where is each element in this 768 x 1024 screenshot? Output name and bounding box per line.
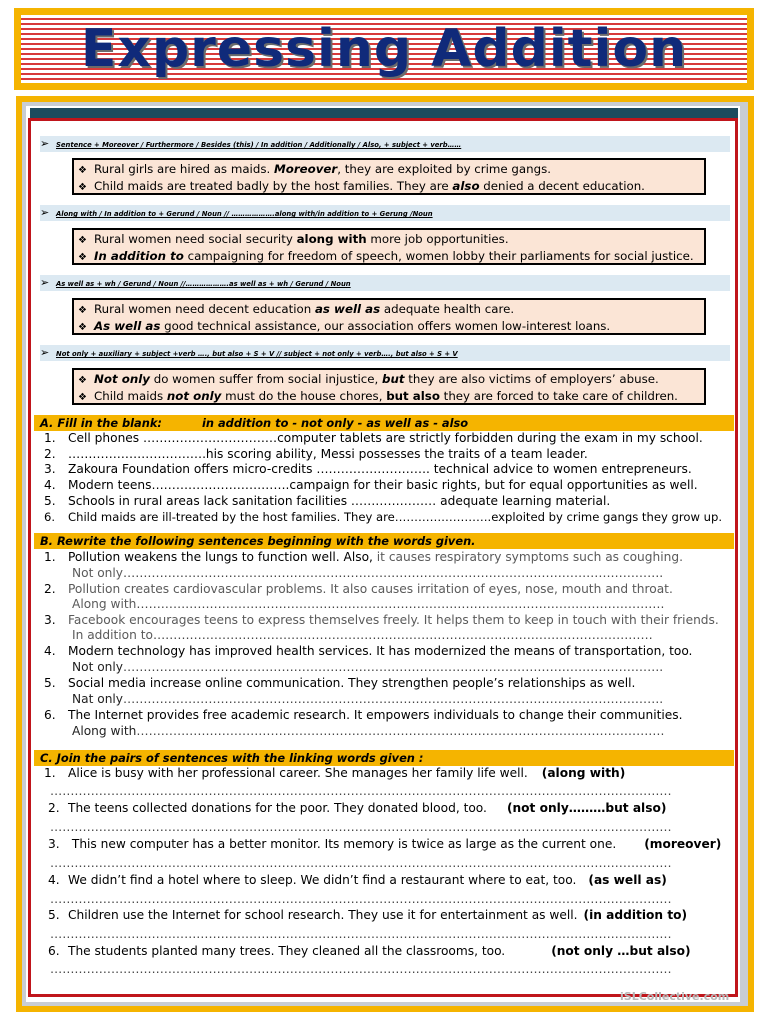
rule-header: ➢ Along with / In addition to + Gerund / Noun // ……………….along with/in addition to + Gerung /Noun <box>40 205 730 221</box>
list-item: 4. We didn’t find a hotel where to sleep. We didn’t find a restaurant where to eat, too. (as well as) <box>48 873 667 887</box>
example-line: ❖ Child maids are treated badly by the host families. They are also denied a decent education. <box>78 179 700 196</box>
example-line: ❖ In addition to campaigning for freedom of speech, women lobby their parliaments for social justice. <box>78 249 700 266</box>
answer-line[interactable]: ……………………………………………………………………………………………………………………………………… <box>50 856 672 870</box>
rule-header: ➢ As well as + wh / Gerund / Noun //……………….as well as + wh / Gerund / Noun <box>40 275 730 291</box>
diamond-bullet-icon: ❖ <box>78 305 87 316</box>
diamond-bullet-icon: ❖ <box>78 235 87 246</box>
list-item: 6. The Internet provides free academic research. It empowers individuals to change their communities. <box>44 708 683 722</box>
worksheet-content <box>34 124 734 994</box>
answer-line[interactable]: Not only……………………………………………………………………………………………………………………. <box>72 566 664 580</box>
diamond-bullet-icon: ❖ <box>78 181 87 193</box>
example-box <box>72 158 706 195</box>
list-item: 3. Zakoura Foundation offers micro-credits ………………………. technical advice to women entrepreneurs. <box>44 462 692 476</box>
example-box <box>72 228 706 265</box>
diamond-bullet-icon: ❖ <box>78 375 87 386</box>
arrow-bullet-icon: ➢ <box>40 206 50 219</box>
answer-line[interactable]: ……………………………………………………………………………………………………………………………………… <box>50 927 672 941</box>
example-line: ❖ Child maids not only must do the house chores, but also they are forced to take care of children. <box>78 389 700 406</box>
title-banner <box>14 8 754 90</box>
diamond-bullet-icon: ❖ <box>78 251 87 263</box>
answer-line[interactable]: Along with…………………………………………………………………………………………………………………. <box>72 597 665 611</box>
answer-line[interactable]: Along with…………………………………………………………………………………………………………………. <box>72 724 665 738</box>
list-item: 1. Cell phones ……………………………computer tablets are strictly forbidden during the exam in my school. <box>44 431 703 445</box>
example-line: ❖ Not only do women suffer from social injustice, but they are also victims of employers’ abuse. <box>78 372 700 389</box>
arrow-bullet-icon: ➢ <box>40 137 50 150</box>
list-item: 4. Modern technology has improved health services. It has modernized the means of transportation, too. <box>44 644 693 658</box>
example-line: ❖ Rural women need social security along with more job opportunities. <box>78 232 700 249</box>
example-line: ❖ Rural girls are hired as maids. Moreover, they are exploited by crime gangs. <box>78 162 700 179</box>
section-b-header: B. Rewrite the following sentences beginning with the words given. <box>34 533 734 549</box>
watermark: iSLCollective.com <box>620 990 730 1003</box>
example-line: ❖ Rural women need decent education as well as adequate health care. <box>78 302 700 319</box>
page-title: Expressing Addition <box>80 19 688 79</box>
list-item: 5. Social media increase online communication. They strengthen people’s relationships as well. <box>44 676 636 690</box>
list-item: 2. …………………………….his scoring ability, Messi possesses the traits of a team leader. <box>44 447 588 461</box>
list-item: 3. This new computer has a better monitor. Its memory is twice as large as the current one. (moreover) <box>48 837 722 851</box>
arrow-bullet-icon: ➢ <box>40 346 50 359</box>
diamond-bullet-icon: ❖ <box>78 321 87 333</box>
answer-line[interactable]: Not only……………………………………………………………………………………………………………………. <box>72 660 664 674</box>
answer-line[interactable]: ……………………………………………………………………………………………………………………………………… <box>50 820 672 834</box>
example-box <box>72 368 706 405</box>
list-item: 5. Children use the Internet for school research. They use it for entertainment as well. (in addition to) <box>48 908 688 922</box>
rule-header: ➢ Not only + auxiliary + subject +verb …., but also + S + V // subject + not only + verb…., but also + S + V <box>40 345 730 361</box>
diamond-bullet-icon: ❖ <box>78 391 87 403</box>
diamond-bullet-icon: ❖ <box>78 165 87 176</box>
section-c-header: C. Join the pairs of sentences with the linking words given : <box>34 750 734 766</box>
list-item: 5. Schools in rural areas lack sanitation facilities ………………… adequate learning material. <box>44 494 611 508</box>
list-item: 1. Alice is busy with her professional career. She manages her family life well. (along with) <box>44 766 626 780</box>
title-stripes <box>21 15 747 83</box>
list-item: 6. Child maids are ill-treated by the host families. They are…………………….exploited by crime gangs they grow up. <box>44 510 723 524</box>
example-box <box>72 298 706 335</box>
list-item: 3. Facebook encourages teens to express themselves freely. It helps them to keep in touch with their friends. <box>44 613 719 627</box>
answer-line[interactable]: ……………………………………………………………………………………………………………………………………… <box>50 892 672 906</box>
list-item: 1. Pollution weakens the lungs to function well. Also, it causes respiratory symptoms such as coughing. <box>44 550 683 564</box>
list-item: 4. Modern teens…………………………….campaign for their basic rights, but for equal opportunities as well. <box>44 478 698 492</box>
section-a-header: A. Fill in the blank: in addition to - not only - as well as - also <box>34 415 734 431</box>
answer-line[interactable]: In addition to…………………………………………………………………………………………………………… <box>72 628 653 642</box>
list-item: 2. The teens collected donations for the poor. They donated blood, too. (not only………but also) <box>48 801 667 815</box>
list-item: 2. Pollution creates cardiovascular problems. It also causes irritation of eyes, nose, mouth and throat. <box>44 582 673 596</box>
example-line: ❖ As well as good technical assistance, our association offers women low-interest loans. <box>78 319 700 336</box>
top-bar <box>30 108 738 118</box>
rule-header: ➢ Sentence + Moreover / Furthermore / Besides (this) / In addition / Additionally / Also, + subject + verb…… <box>40 136 730 152</box>
answer-line[interactable]: ……………………………………………………………………………………………………………………………………… <box>50 784 672 798</box>
arrow-bullet-icon: ➢ <box>40 276 50 289</box>
list-item: 6. The students planted many trees. They cleaned all the classrooms, too. (not only …but also) <box>48 944 691 958</box>
answer-line[interactable]: ……………………………………………………………………………………………………………………………………… <box>50 962 672 976</box>
answer-line[interactable]: Nat only……………………………………………………………………………………………………………………. <box>72 692 664 706</box>
